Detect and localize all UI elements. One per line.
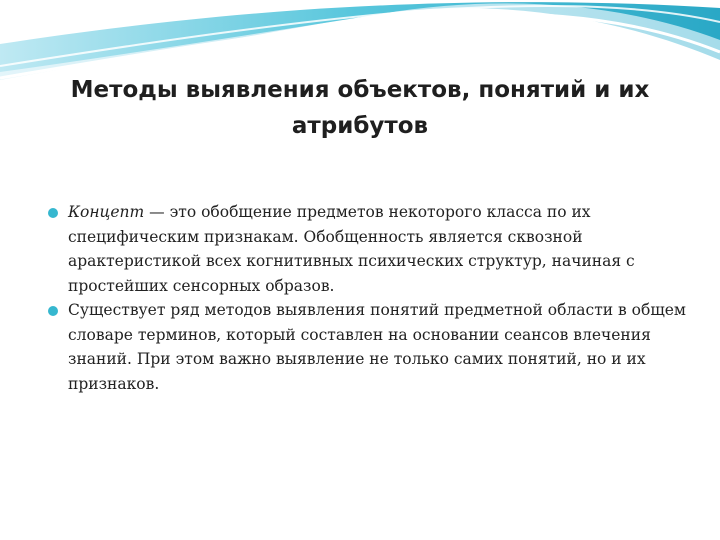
bullet-item bbox=[42, 298, 692, 396]
bullet-dot-icon bbox=[48, 208, 58, 218]
bullet-text: Существует ряд методов выявления понятий предметной области в общем словаре терминов, который составлен на основании сеансов влечения знаний. При этом важно выявление не только самих понятий, но и их признаков. bbox=[68, 301, 686, 393]
bullet-item bbox=[42, 200, 692, 298]
bullet-dot-icon bbox=[48, 306, 58, 316]
bullet-term: Концепт bbox=[68, 203, 145, 221]
slide-title: Методы выявления объектов, понятий и их атрибутов bbox=[70, 77, 650, 139]
bullet-list bbox=[42, 200, 692, 396]
bullet-text: — это обобщение предметов некоторого класса по их специфическим признакам. Обобщенность является сквозной арактеристикой всех когнитивных психических структур, начиная с простейших сенсорных образов. bbox=[68, 203, 635, 295]
